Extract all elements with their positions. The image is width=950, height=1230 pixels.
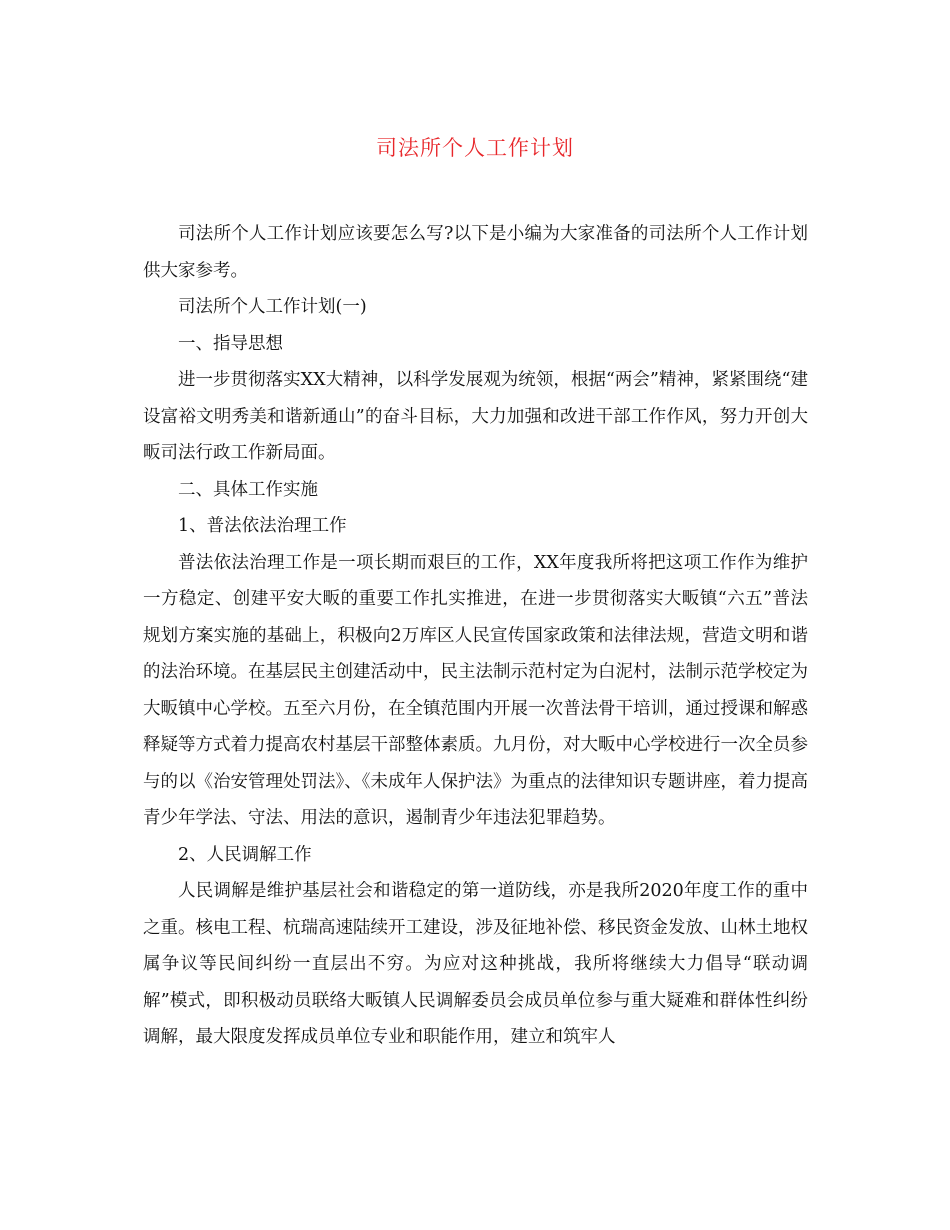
paragraph-mediation: 人民调解是维护基层社会和谐稳定的第一道防线，亦是我所2020年度工作的重中之重。核电工程、杭瑞高速陆续开工建设，涉及征地补偿、移民资金发放、山林土地权属争议等民间纠纷一直层出不穷。为应对这种挑战，我所将继续大力倡导“联动调解”模式，即积极动员联络大畈镇人民调解委员会成员单位参与重大疑难和群体性纠纷调解，最大限度发挥成员单位专业和职能作用，建立和筑牢人 (143, 881, 808, 1047)
paragraph-subsection-1-heading: 1、普法依法治理工作 (178, 516, 347, 536)
paragraph-plan-heading: 司法所个人工作计划(一) (178, 297, 367, 317)
paragraph-section-1-heading: 一、指导思想 (178, 333, 283, 354)
document-title: 司法所个人工作计划 (376, 136, 574, 160)
document-body (143, 216, 808, 1056)
paragraph-legal-education: 普法依法治理工作是一项长期而艰巨的工作，XX年度我所将把这项工作作为维护一方稳定、创建平安大畈的重要工作扎实推进，在进一步贯彻落实大畈镇“六五”普法规划方案实施的基础上，积极向2万库区人民宣传国家政策和法律法规，营造文明和谐的法治环境。在基层民主创建活动中，民主法制示范村定为白泥村，法制示范学校定为大畈镇中心学校。五至六月份，在全镇范围内开展一次普法骨干培训，通过授课和解惑释疑等方式着力提高农村基层干部整体素质。九月份，对大畈中心学校进行一次全员参与的以《治安管理处罚法》、《未成年人保护法》为重点的法律知识专题讲座，着力提高青少年学法、守法、用法的意识，遏制青少年违法犯罪趋势。 (143, 552, 808, 828)
paragraph-section-2-heading: 二、具体工作实施 (178, 479, 318, 500)
paragraph-intro: 司法所个人工作计划应该要怎么写?以下是小编为大家准备的司法所个人工作计划供大家参考。 (143, 224, 808, 281)
paragraph-guiding-thought: 进一步贯彻落实XX大精神，以科学发展观为统领，根据“两会”精神，紧紧围绕“建设富裕文明秀美和谐新通山”的奋斗目标，大力加强和改进干部工作作风，努力开创大畈司法行政工作新局面。 (143, 370, 808, 463)
paragraph-subsection-2-heading: 2、人民调解工作 (178, 844, 312, 865)
